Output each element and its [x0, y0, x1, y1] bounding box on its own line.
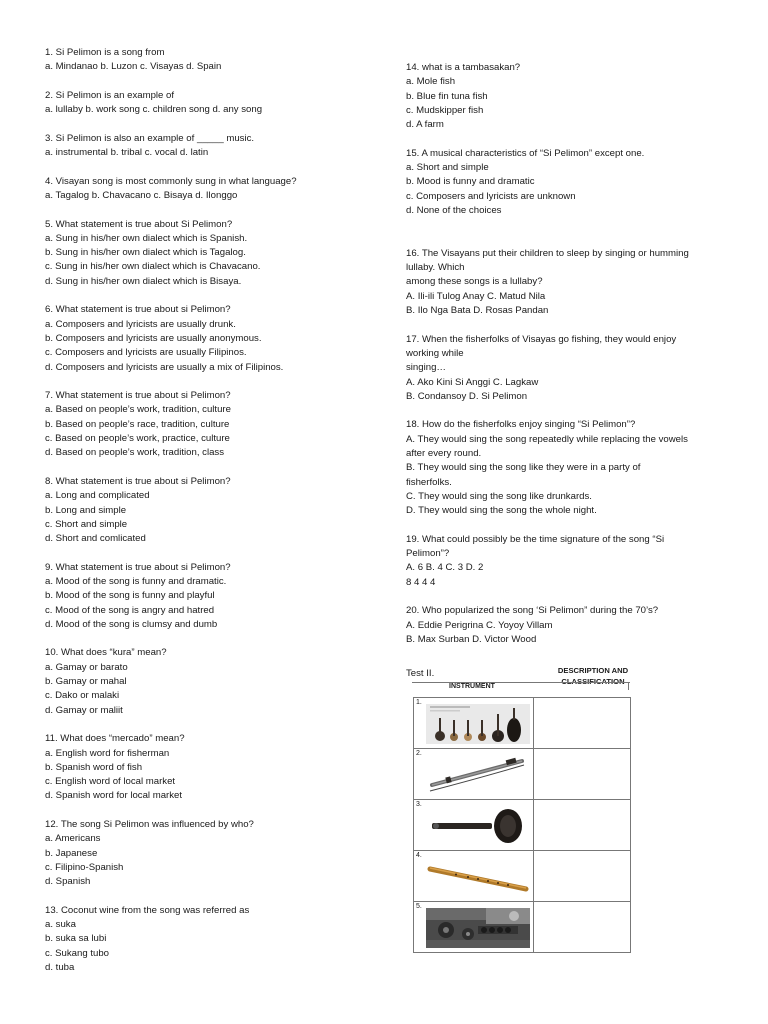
question-block — [45, 389, 375, 460]
question-line: C. They would sing the song like drunkards. — [406, 490, 592, 502]
question-line: a. Tagalog b. Chavacano c. Bisaya d. Ilonggo — [45, 189, 238, 201]
question-line: c. Sukang tubo — [45, 947, 110, 959]
question-line: c. Short and simple — [45, 518, 128, 530]
question-line: c. English word of local market — [45, 776, 176, 788]
table-corner-tick — [628, 682, 629, 690]
question-line: d. Short and comlicated — [45, 533, 146, 545]
question-line: a. Americans — [45, 833, 101, 845]
question-block — [45, 732, 375, 803]
test2-label: Test II. — [406, 668, 435, 679]
question-line: a. English word for fisherman — [45, 747, 170, 759]
question-text: 15. A musical characteristics of “Si Pelimon” except one. — [406, 147, 645, 159]
answer-cell[interactable] — [534, 902, 630, 952]
row-number: 5. — [416, 903, 422, 910]
bow-zither-photo — [426, 755, 530, 795]
row-number: 3. — [416, 801, 422, 808]
instrument-table — [412, 682, 630, 960]
question-line: c. Composers and lyricists are usually Filipinos. — [45, 347, 247, 359]
question-text: 10. What does “kura” mean? — [45, 647, 167, 659]
question-line: lullaby. Which — [406, 262, 465, 274]
question-text: 12. The song Si Pelimon was influenced by who? — [45, 819, 254, 831]
question-line: d. Composers and lyricists are usually a mix of Filipinos. — [45, 361, 284, 373]
question-line: A. They would sing the song repeatedly while replacing the vowels — [406, 433, 688, 445]
question-text: 8. What statement is true about si Pelimon? — [45, 475, 231, 487]
row-number: 4. — [416, 852, 422, 859]
question-line: among these songs is a lullaby? — [406, 276, 543, 288]
question-line: a. Mole fish — [406, 76, 456, 88]
description-header-line2: CLASSIFICATION — [561, 677, 625, 686]
question-block — [406, 604, 746, 647]
question-line: d. Gamay or maliit — [45, 704, 123, 716]
question-line: A. Ili-ili Tulog Anay C. Matud Nila — [406, 290, 546, 302]
question-block — [45, 475, 375, 546]
question-line: A. Eddie Perigrina C. Yoyoy Villam — [406, 619, 553, 631]
question-text: 1. Si Pelimon is a song from — [45, 47, 165, 58]
kulintang-ensemble-photo — [426, 908, 530, 948]
table-row — [414, 698, 630, 748]
question-line: B. They would sing the song like they were in a party of — [406, 462, 641, 474]
question-text: 3. Si Pelimon is also an example of _____ music. — [45, 132, 255, 144]
answer-cell[interactable] — [534, 749, 630, 799]
question-line: c. Mudskipper fish — [406, 104, 484, 116]
question-line: d. tuba — [45, 962, 75, 973]
question-line: D. They would sing the song the whole night. — [406, 505, 597, 517]
question-line: d. None of the choices — [406, 204, 502, 216]
question-line: a. Mindanao b. Luzon c. Visayas d. Spain — [45, 61, 222, 73]
question-line: B. Max Surban D. Victor Wood — [406, 633, 537, 645]
drum-lute-photo — [426, 806, 530, 846]
instrument-grid — [413, 697, 631, 953]
question-block — [406, 333, 746, 404]
right-question-column — [406, 61, 746, 661]
question-line: 8 4 4 4 — [406, 576, 436, 588]
instrument-cell — [414, 851, 534, 901]
question-line: b. Sung in his/her own dialect which is Tagalog. — [45, 247, 246, 259]
instrument-cell — [414, 800, 534, 850]
question-line: fisherfolks. — [406, 476, 452, 488]
question-text: 18. How do the fisherfolks enjoy singing “Si Pelimon”? — [406, 419, 636, 431]
question-block — [45, 904, 375, 975]
question-line: b. Based on people’s race, tradition, culture — [45, 418, 230, 430]
question-line: c. Filipino-Spanish — [45, 861, 124, 873]
question-block — [45, 175, 375, 204]
question-text: 19. What could possibly be the time signature of the song “Si — [406, 533, 665, 545]
question-line: b. Gamay or mahal — [45, 676, 127, 688]
question-text: 13. Coconut wine from the song was referred as — [45, 904, 250, 916]
question-text: 9. What statement is true about si Pelimon? — [45, 561, 231, 573]
question-line: a. instrumental b. tribal c. vocal d. latin — [45, 147, 209, 159]
question-line: B. Ilo Nga Bata D. Rosas Pandan — [406, 305, 549, 317]
question-text: 4. Visayan song is most commonly sung in what language? — [45, 175, 297, 187]
question-block — [45, 46, 375, 75]
question-line: c. Sung in his/her own dialect which is Chavacano. — [45, 261, 261, 273]
bamboo-flute-photo — [426, 857, 530, 897]
question-line: d. Based on people’s work, tradition, class — [45, 447, 225, 459]
description-header-line1: DESCRIPTION AND — [557, 666, 629, 675]
question-text: 7. What statement is true about si Pelimon? — [45, 390, 231, 402]
question-line: c. Dako or malaki — [45, 690, 120, 702]
left-question-column — [45, 46, 375, 990]
question-line: a. Gamay or barato — [45, 661, 128, 673]
kudyapi-instruments-photo — [426, 704, 530, 744]
answer-cell[interactable] — [534, 851, 630, 901]
row-number: 1. — [416, 699, 422, 706]
question-line: a. Short and simple — [406, 162, 489, 174]
question-line: a. Mood of the song is funny and dramatic. — [45, 575, 227, 587]
question-block — [406, 61, 746, 132]
answer-cell[interactable] — [534, 800, 630, 850]
answer-cell[interactable] — [534, 698, 630, 748]
question-line: after every round. — [406, 448, 482, 460]
question-line: a. Composers and lyricists are usually drunk. — [45, 318, 236, 330]
question-block — [406, 147, 746, 218]
question-text: 11. What does “mercado” mean? — [45, 733, 185, 745]
question-line: d. A farm — [406, 119, 444, 131]
question-line: Pelimon”? — [406, 548, 450, 560]
question-block — [406, 247, 746, 318]
row-number: 2. — [416, 750, 422, 757]
question-line: A. 6 B. 4 C. 3 D. 2 — [406, 562, 484, 574]
question-line: b. Japanese — [45, 847, 98, 859]
question-line: b. Composers and lyricists are usually anonymous. — [45, 332, 262, 344]
question-text: 6. What statement is true about si Pelimon? — [45, 304, 231, 316]
question-line: d. Spanish — [45, 876, 91, 888]
question-block — [45, 89, 375, 118]
question-line: b. Long and simple — [45, 504, 127, 516]
instrument-cell — [414, 749, 534, 799]
question-line: d. Sung in his/her own dialect which is Bisaya. — [45, 275, 242, 287]
question-block — [406, 533, 746, 590]
instrument-cell — [414, 698, 534, 748]
question-line: b. Mood is funny and dramatic — [406, 176, 535, 188]
question-line: B. Condansoy D. Si Pelimon — [406, 390, 528, 402]
table-row — [414, 850, 630, 901]
question-block — [45, 218, 375, 289]
question-line: a. suka — [45, 919, 76, 931]
question-text: 17. When the fisherfolks of Visayas go fishing, they would enjoy — [406, 333, 677, 345]
question-line: b. Spanish word of fish — [45, 761, 143, 773]
table-row — [414, 901, 630, 952]
question-line: d. Mood of the song is clumsy and dumb — [45, 618, 218, 630]
question-block — [45, 132, 375, 161]
question-line: a. lullaby b. work song c. children song d. any song — [45, 104, 263, 116]
question-line: A. Ako Kini Si Anggi C. Lagkaw — [406, 376, 539, 388]
question-line: d. Spanish word for local market — [45, 790, 183, 802]
question-line: a. Based on people’s work, tradition, culture — [45, 404, 231, 416]
question-line: c. Composers and lyricists are unknown — [406, 190, 576, 202]
question-block — [45, 646, 375, 717]
instrument-cell — [414, 902, 534, 952]
table-row — [414, 748, 630, 799]
question-block — [45, 561, 375, 632]
table-row — [414, 799, 630, 850]
question-block — [45, 303, 375, 374]
question-line: working while — [406, 347, 464, 359]
question-line: c. Mood of the song is angry and hatred — [45, 604, 215, 616]
question-line: b. suka sa lubi — [45, 933, 107, 945]
question-line: a. Long and complicated — [45, 490, 150, 502]
question-block — [406, 418, 746, 518]
question-text: 16. The Visayans put their children to sleep by singing or humming — [406, 247, 689, 259]
question-line: singing… — [406, 362, 446, 374]
question-line: b. Blue fin tuna fish — [406, 90, 488, 102]
question-text: 5. What statement is true about Si Pelimon? — [45, 218, 233, 230]
question-line: a. Sung in his/her own dialect which is Spanish. — [45, 232, 248, 244]
question-text: 2. Si Pelimon is an example of — [45, 89, 175, 101]
question-line: b. Mood of the song is funny and playful — [45, 590, 215, 602]
question-line: c. Based on people’s work, practice, culture — [45, 433, 230, 445]
question-block — [45, 818, 375, 889]
question-text: 14. what is a tambasakan? — [406, 62, 521, 73]
question-text: 20. Who popularized the song ‘Si Pelimon” during the 70’s? — [406, 605, 659, 617]
instrument-column-header: INSTRUMENT — [449, 683, 495, 690]
